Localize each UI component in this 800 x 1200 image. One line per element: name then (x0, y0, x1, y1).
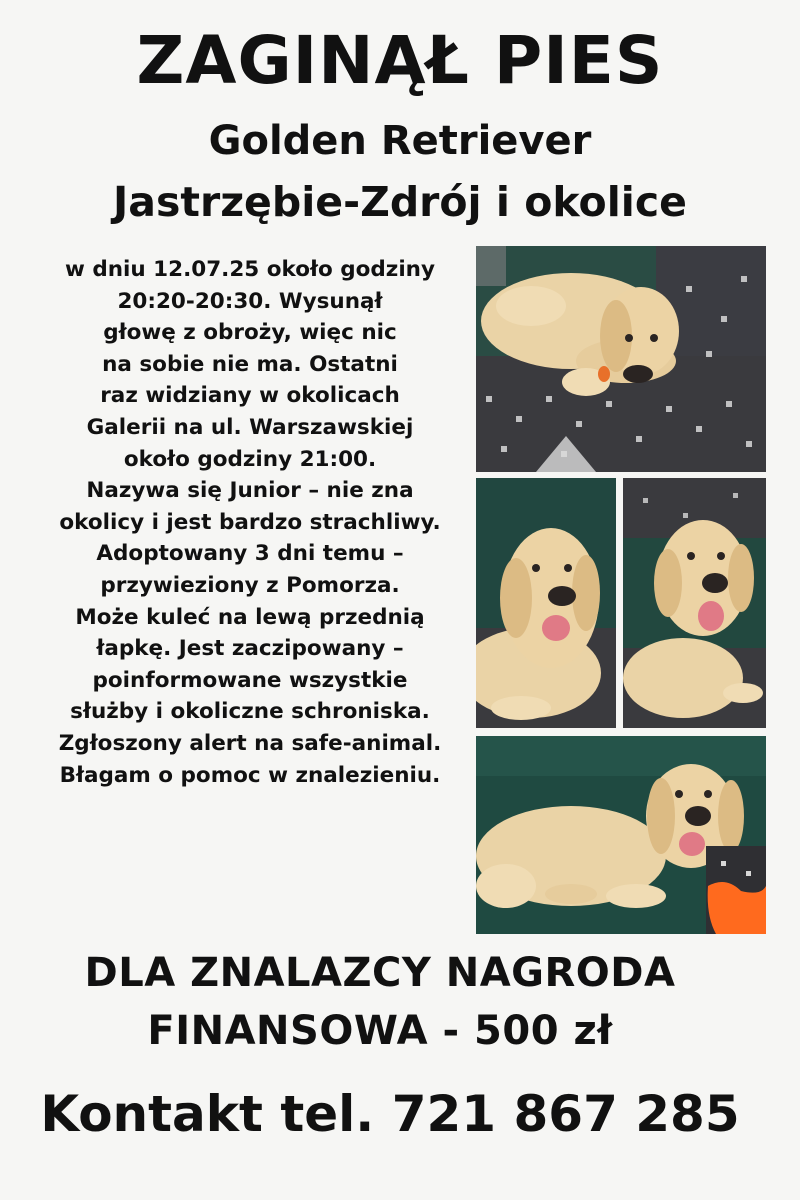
description-line: 20:20-20:30. Wysunął (117, 288, 383, 314)
description-line: około godziny 21:00. (123, 446, 377, 472)
description-line: Nazywa się Junior – nie zna (86, 478, 414, 504)
reward-headline: DLA ZNALAZCY NAGRODA (84, 950, 676, 996)
dog-smiling-on-couch-photo (476, 478, 616, 728)
description-line: Zgłoszony alert na safe-animal. (58, 730, 442, 756)
description-line: poinformowane wszystkie (92, 667, 408, 693)
description-line: przywieziony z Pomorza. (100, 572, 400, 598)
description-line: okolicy i jest bardzo strachliwy. (59, 509, 441, 535)
location: Jastrzębie-Zdrój i okolice (113, 178, 687, 226)
dog-lying-on-green-couch-photo (476, 736, 766, 934)
description-line: raz widziany w okolicach (100, 383, 400, 409)
contact-phone: Kontakt tel. 721 867 285 (40, 1085, 740, 1143)
description-line: Adoptowany 3 dni temu – (96, 541, 404, 567)
description-line: głowę z obroży, więc nic (103, 320, 397, 346)
dog-lying-on-patterned-pillow-photo (476, 246, 766, 472)
dog-breed: Golden Retriever (208, 118, 592, 164)
description-line: Galerii na ul. Warszawskiej (86, 414, 414, 440)
description-line: służby i okoliczne schroniska. (70, 699, 430, 725)
reward-amount: FINANSOWA - 500 zł (147, 1008, 613, 1054)
description-line: łapkę. Jest zaczipowany – (96, 636, 404, 662)
description-line: Może kuleć na lewą przednią (75, 604, 425, 630)
dog-tongue-out-on-couch-photo (623, 478, 766, 728)
description-line: w dniu 12.07.25 około godziny (64, 257, 436, 282)
description-line: Błagam o pomoc w znalezieniu. (59, 762, 441, 788)
poster-title: ZAGINĄŁ PIES (136, 22, 664, 99)
description (30, 254, 470, 791)
description-line: na sobie nie ma. Ostatni (102, 351, 398, 377)
